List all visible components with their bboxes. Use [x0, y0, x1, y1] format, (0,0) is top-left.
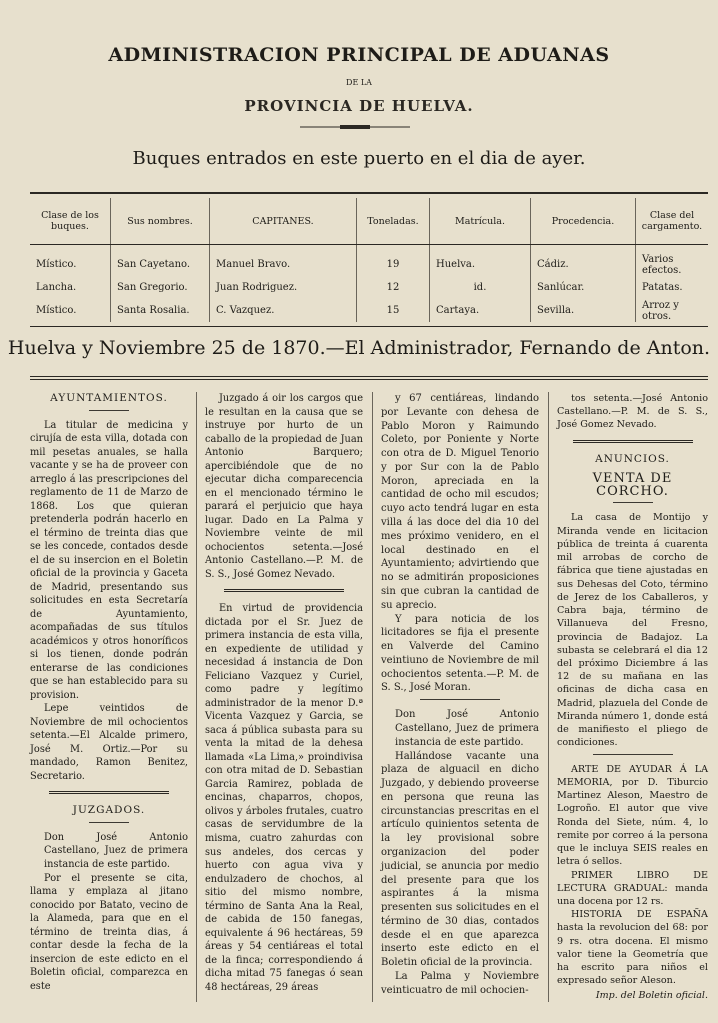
double-rule — [224, 589, 344, 592]
table-bottom-rule — [30, 326, 708, 327]
table-cell: Místico. — [36, 259, 77, 270]
table-cell: San Cayetano. — [111, 245, 210, 277]
double-rule — [49, 791, 169, 794]
printer-imprint: Imp. del Boletin oficial. — [595, 990, 708, 1001]
paragraph: La Palma y Noviembre veinticuatro de mil ochocien- — [381, 971, 539, 996]
table-header-row — [30, 198, 708, 245]
header-cell: CAPITANES. — [210, 198, 357, 245]
ships-table — [30, 198, 708, 322]
table-cell: Sevilla. — [531, 299, 636, 322]
table-row — [30, 299, 708, 322]
rule — [593, 754, 673, 755]
table-cell: Huelva. — [430, 245, 531, 277]
header-cell: Clase del cargamento. — [636, 198, 709, 245]
paragraph: ARTE DE AYUDAR Á LA MEMORIA, por D. Tiburcio Martinez Aleson, Maestro de Logroño. El autor que vive Ronda del Siete, núm. 4, lo remite por correo á la persona que le incluya SEIS reales en letra ó sellos. — [557, 763, 708, 868]
header-cell: Clase de los buques. — [30, 198, 111, 245]
column-4 — [557, 392, 708, 988]
paragraph: Don José Antonio Castellano, Juez de primera instancia de este partido. — [44, 831, 188, 870]
table-cell: Patatas. — [636, 276, 709, 299]
table-row — [30, 276, 708, 299]
table-cell: Cádiz. — [531, 245, 636, 277]
table-cell: Juan Rodriguez. — [210, 276, 357, 299]
paragraph: Don José Antonio Castellano, Juez de primera instancia de este partido. — [395, 709, 539, 748]
column-divider — [372, 392, 373, 1002]
table-cell: Varios efectos. — [636, 245, 709, 277]
table-cell: id. — [430, 276, 531, 299]
table-cell: 12 — [357, 276, 430, 299]
paragraph: En virtud de providencia dictada por el Sr. Juez de primera instancia de esta villa, en expediente de utilidad y necesidad á instancia de Don Feliciano Vazquez y Curiel, como padre y legítimo administrador de la menor D.ª Vicenta Vazquez y Garcia, se saca á pública subasta para su venta la mitad de la dehesa llamada «La Lima,» proindivisa con otra mitad de D. Sebastian Garcia Ramirez, poblada de encinas, chaparros, chopos, olivos y árboles frutales, cuatro casas de servidumbre de la misma, cuatro zahurdas con sus andeles, dos cercas y huerto con agua viva y endulzadero de chochos, al sitio del mismo nombre, término de Santa Ana la Real, de cabida de 150 fanegas, equivalente á 96 hectáreas, 59 áreas y 54 centiáreas el total de la finca; correspondiendo á dicha mitad 75 fanegas ó sean 48 hectáreas, 29 áreas — [205, 603, 363, 993]
header-cell: Matrícula. — [430, 198, 531, 245]
paragraph: HISTORIA DE ESPAÑA hasta la revolucion del 68: por 9 rs. otra docena. El mismo valor tiene la Geometría que ha escrito para niños el expresado señor Aleson. — [557, 909, 708, 987]
column-3 — [381, 392, 539, 998]
heading-rule — [613, 502, 653, 503]
table-cell: Místico. — [36, 305, 77, 316]
paragraph: PRIMER LIBRO DE LECTURA GRADUAL: manda una docena por 12 rs. — [557, 869, 708, 907]
heading-rule — [89, 822, 129, 823]
double-rule — [573, 440, 693, 443]
paragraph: Y para noticia de los licitadores se fija el presente en Valverde del Camino veintiuno de Noviembre de mil ochocientos setenta.—P. M. de S. S., José Moran. — [381, 613, 539, 694]
ad-heading: VENTA DE CORCHO. — [592, 470, 673, 500]
header-cell: Toneladas. — [357, 198, 430, 245]
table-cell: Sanlúcar. — [531, 276, 636, 299]
table-cell: San Gregorio. — [111, 276, 210, 299]
section-heading: JUZGADOS. — [72, 804, 146, 817]
table-cell: 15 — [357, 299, 430, 322]
paragraph: La casa de Montijo y Miranda vende en licitacion pública de treinta á cuarenta mil arrobas de corcho de fábrica que tiene ajustadas en sus Dehesas del Coto, término de Jerez de los Caballeros, y Cabra baja, término de Villanueva del Fresno, provincia de Badajoz. La subasta se celebrará el dia 12 del próximo Diciembre á las 12 de su mañana en las oficinas de dicha casa en Madrid, plazuela del Conde de Miranda número 1, donde está de manifiesto el pliego de condiciones. — [557, 512, 708, 749]
header-cell: Procedencia. — [531, 198, 636, 245]
paragraph: y 67 centiáreas, lindando por Levante con dehesa de Pablo Moron y Raimundo Coleto, por Poniente y Norte con otra de D. Miguel Tenorio y por Sur con la de Pablo Moron, apreciada en la cantidad de ocho mil escudos; cuyo acto tendrá lugar en esta villa á las doce del dia 10 del mes próximo venidero, en el local destinado en el Ayuntamiento; advirtiendo que no se admitirán proposiciones sin que cubran la cantidad de su aprecio. — [381, 393, 539, 611]
section-heading: ANUNCIOS. — [595, 452, 670, 465]
table-cell: Lancha. — [36, 282, 77, 293]
page-title: ADMINISTRACION PRINCIPAL DE ADUANAS — [108, 44, 610, 66]
column-divider — [196, 392, 197, 1002]
administrator-signature: Huelva y Noviembre 25 de 1870.—El Administrador, Fernando de Anton. — [7, 337, 711, 359]
column-1 — [30, 392, 188, 993]
table-subtitle: Buques entrados en este puerto en el dia de ayer. — [132, 148, 586, 169]
title-connector: DE LA — [346, 78, 372, 87]
paragraph: tos setenta.—José Antonio Castellano.—P. M. de S. S., José Gomez Nevado. — [557, 393, 708, 431]
ornament-divider — [300, 124, 410, 130]
paragraph: Juzgado á oir los cargos que le resultan en la causa que se instruye por hurto de un caballo de la propiedad de Juan Antonio Barquero; apercibiéndole que de no ejecutar dicha comparecencia en el mencionado término le parará el perjuicio que haya lugar. Dado en La Palma y Noviembre veinte de mil ochocientos setenta.—José Antonio Castellano.—P. M. de S. S., José Gomez Nevado. — [205, 393, 363, 580]
section-rule — [30, 376, 708, 377]
rule — [420, 699, 500, 700]
paragraph: Hallándose vacante una plaza de alguacil en dicho Juzgado, y debiendo proveerse en persona que reuna las circunstancias prescritas en el artículo quinientos setenta de la ley provisional sobre organizacion del poder judicial, se anuncia por medio del presente para que los aspirantes á la misma presenten sus solicitudes en el término de 30 dias, contados desde el en que aparezca inserto este edicto en el Boletin oficial de la provincia. — [381, 750, 539, 969]
table-cell: Manuel Bravo. — [210, 245, 357, 277]
table-cell: Cartaya. — [430, 299, 531, 322]
table-row — [30, 245, 708, 277]
paragraph: Lepe veintidos de Noviembre de mil ochocientos setenta.—El Alcalde primero, José M. Ortiz.—Por su mandado, Ramon Benitez, Secretario. — [30, 703, 188, 782]
table-cell: C. Vazquez. — [210, 299, 357, 322]
heading-rule — [89, 410, 129, 411]
paragraph: Por el presente se cita, llama y emplaza al jitano conocido por Batato, vecino de la Alameda, para que en el término de treinta dias, á contar desde la fecha de la insercion de este edicto en el Boletin oficial, comparezca en este — [30, 872, 188, 992]
section-heading: AYUNTAMIENTOS. — [50, 392, 168, 404]
column-2 — [205, 392, 363, 994]
paragraph: La titular de medicina y cirujía de esta villa, dotada con mil pesetas anuales, se halla vacante y se ha de proveer con arreglo á las prescripciones del reglamento de 11 de Marzo de 1868. Los que quieran pretenderla podrán hacerlo en el término de treinta dias que se les concede, contados desde el de su insercion en el Boletin oficial de la provincia y Gaceta de Madrid, presentando sus solicitudes en esta Secretaría de Ayuntamiento, acompañadas de sus títulos académicos y otros honoríficos si los tienen, donde podrán enterarse de las condiciones que se han establecido para su provision. — [30, 419, 188, 701]
province-title: PROVINCIA DE HUELVA. — [244, 97, 474, 115]
table-top-rule — [30, 192, 708, 194]
column-divider — [548, 392, 549, 1002]
header-cell: Sus nombres. — [111, 198, 210, 245]
table-cell: Santa Rosalia. — [111, 299, 210, 322]
section-rule-double — [30, 379, 708, 380]
table-cell: 19 — [357, 245, 430, 277]
table-cell: Arroz y otros. — [636, 299, 709, 322]
